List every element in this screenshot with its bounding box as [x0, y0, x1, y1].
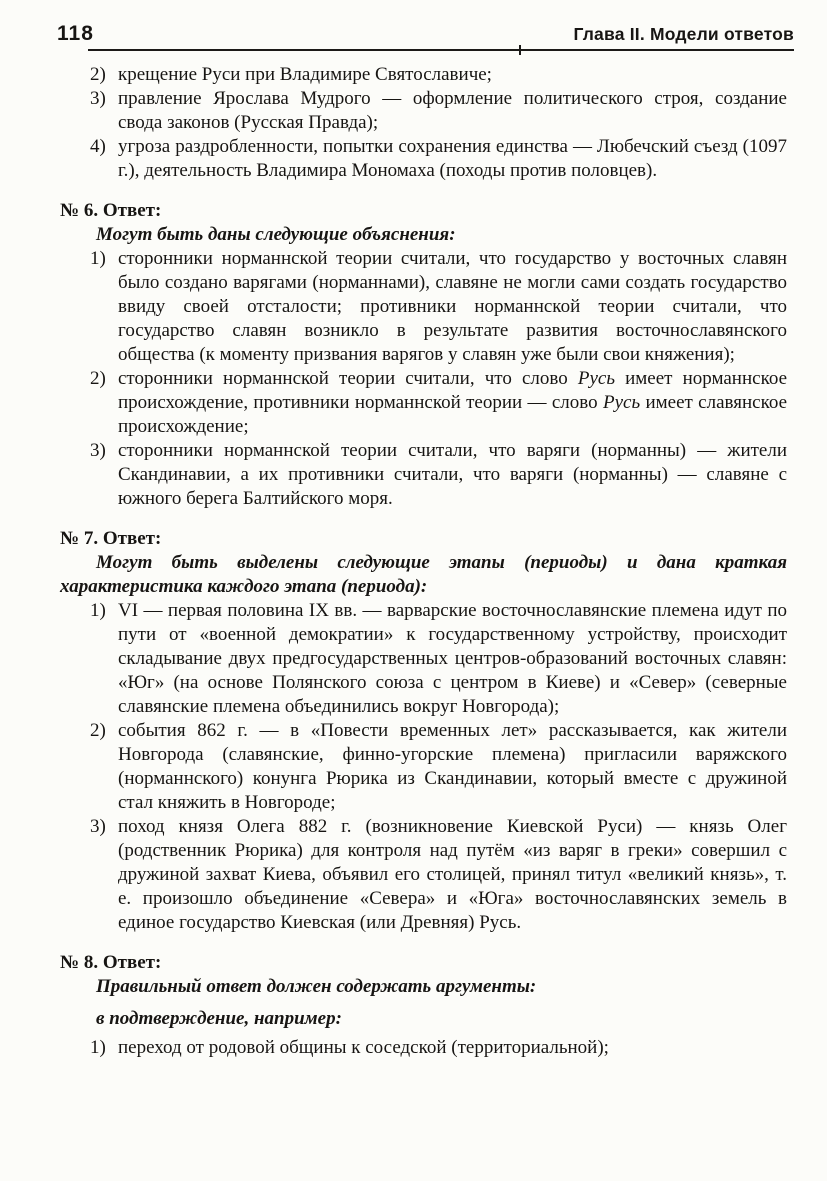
answer-6-list: [60, 247, 787, 511]
list-item-text: поход князя Олега 882 г. (возникновение Киевской Руси) — князь Олег (родственник Рюрика) для контроля над путём «из варяг в греки» совершил с дружиной захват Киева, объявил его столицей, принял титул «великий князь», т. е. произошло объединение «Севера» и «Юга» восточнославянских земель в единое государство Киевская (или Древняя) Русь.: [118, 816, 787, 933]
text-segment: сторонники норманнской теории считали, что слово: [118, 368, 578, 389]
answer-8-list: [60, 1036, 787, 1060]
answer-7-section: [60, 527, 787, 935]
chapter-title: Глава II. Модели ответов: [573, 24, 794, 44]
answer-7-list: [60, 599, 787, 935]
list-item-text: крещение Руси при Владимире Святославиче;: [118, 64, 492, 85]
list-item: [90, 63, 787, 87]
text-segment: имеет норманнское происхождение, противники норманнской теории — слово: [118, 368, 787, 413]
list-item-number: 3): [90, 440, 106, 461]
rule-tick-mark: [519, 45, 521, 55]
italic-term: Русь: [602, 392, 641, 413]
page-header-row: [57, 22, 794, 46]
list-item-number: 2): [90, 64, 106, 85]
list-item: [90, 367, 787, 439]
list-item: [90, 599, 787, 719]
list-item-text: сторонники норманнской теории считали, что варяги (норманны) — жители Скандинавии, а их противники считали, что варяги (норманны) — славяне с южного берега Балтийского моря.: [118, 440, 787, 509]
answer-7-heading: № 7. Ответ:: [60, 528, 162, 549]
list-item-text: переход от родовой общины к соседской (территориальной);: [118, 1037, 609, 1058]
page-number: 118: [57, 22, 94, 45]
list-item-number: 1): [90, 248, 106, 269]
answer-8-sub-lead: в подтверждение, например:: [96, 1008, 342, 1029]
answer-6-lead: Могут быть даны следующие объяснения:: [96, 224, 456, 245]
list-item-text: события 862 г. — в «Повести временных лет» рассказывается, как жители Новгорода (славянские, финно-угорские племена) пригласили варяжского (норманнского) конунга Рюрика из Скандинавии, который вместе с дружиной стал княжить в Новгороде;: [118, 720, 787, 813]
list-item: [90, 719, 787, 815]
list-item-number: 3): [90, 88, 106, 109]
answer-6-heading: № 6. Ответ:: [60, 200, 162, 221]
answer-8-section: [60, 951, 787, 1060]
list-item-number: 2): [90, 368, 106, 389]
answer-6-section: [60, 199, 787, 511]
answer-7-lead: Могут быть выделены следующие этапы (периоды) и дана краткая характеристика каждого этапа (периода):: [60, 552, 787, 597]
list-item-text: [118, 367, 787, 439]
list-item-text: сторонники норманнской теории считали, что государство у восточных славян было создано варягами (норманнами), славяне не могли сами создать государство ввиду своей отсталости; противники норманнской теории считали, что государство славян возникло в результате развития восточнославянского общества (к моменту призвания варягов у славян уже были свои княжения);: [118, 248, 787, 365]
list-item-number: 1): [90, 600, 106, 621]
text-segment: имеет славянское происхождение;: [118, 392, 788, 437]
header-rule: [88, 49, 794, 51]
list-item: [90, 135, 787, 183]
answer-8-heading: № 8. Ответ:: [60, 952, 162, 973]
list-item-number: 3): [90, 816, 106, 837]
list-item-number: 4): [90, 136, 106, 157]
italic-term: Русь: [577, 368, 615, 389]
page-header: [0, 0, 827, 51]
answer-8-lead: Правильный ответ должен содержать аргументы:: [96, 976, 537, 997]
list-item-number: 1): [90, 1037, 106, 1058]
list-item: [90, 87, 787, 135]
list-item: [90, 439, 787, 511]
previous-answer-continuation-list: [60, 63, 787, 183]
list-item-text: угроза раздробленности, попытки сохранения единства — Любечский съезд (1097 г.), деятельность Владимира Мономаха (походы против половцев).: [118, 136, 787, 181]
list-item: [90, 1036, 787, 1060]
list-item-text: правление Ярослава Мудрого — оформление политического строя, создание свода законов (Русская Правда);: [118, 88, 787, 133]
page-content: [0, 51, 827, 1060]
list-item-number: 2): [90, 720, 106, 741]
list-item: [90, 247, 787, 367]
list-item-text: VI — первая половина IX вв. — варварские восточнославянские племена идут по пути от «военной демократии» к государственному устройству, происходит складывание двух предгосударственных центров-образований восточных славян: «Юг» (на основе Полянского союза с центром в Киеве) и «Север» (северные славянские племена объединились вокруг Новгорода);: [118, 600, 787, 717]
list-item: [90, 815, 787, 935]
